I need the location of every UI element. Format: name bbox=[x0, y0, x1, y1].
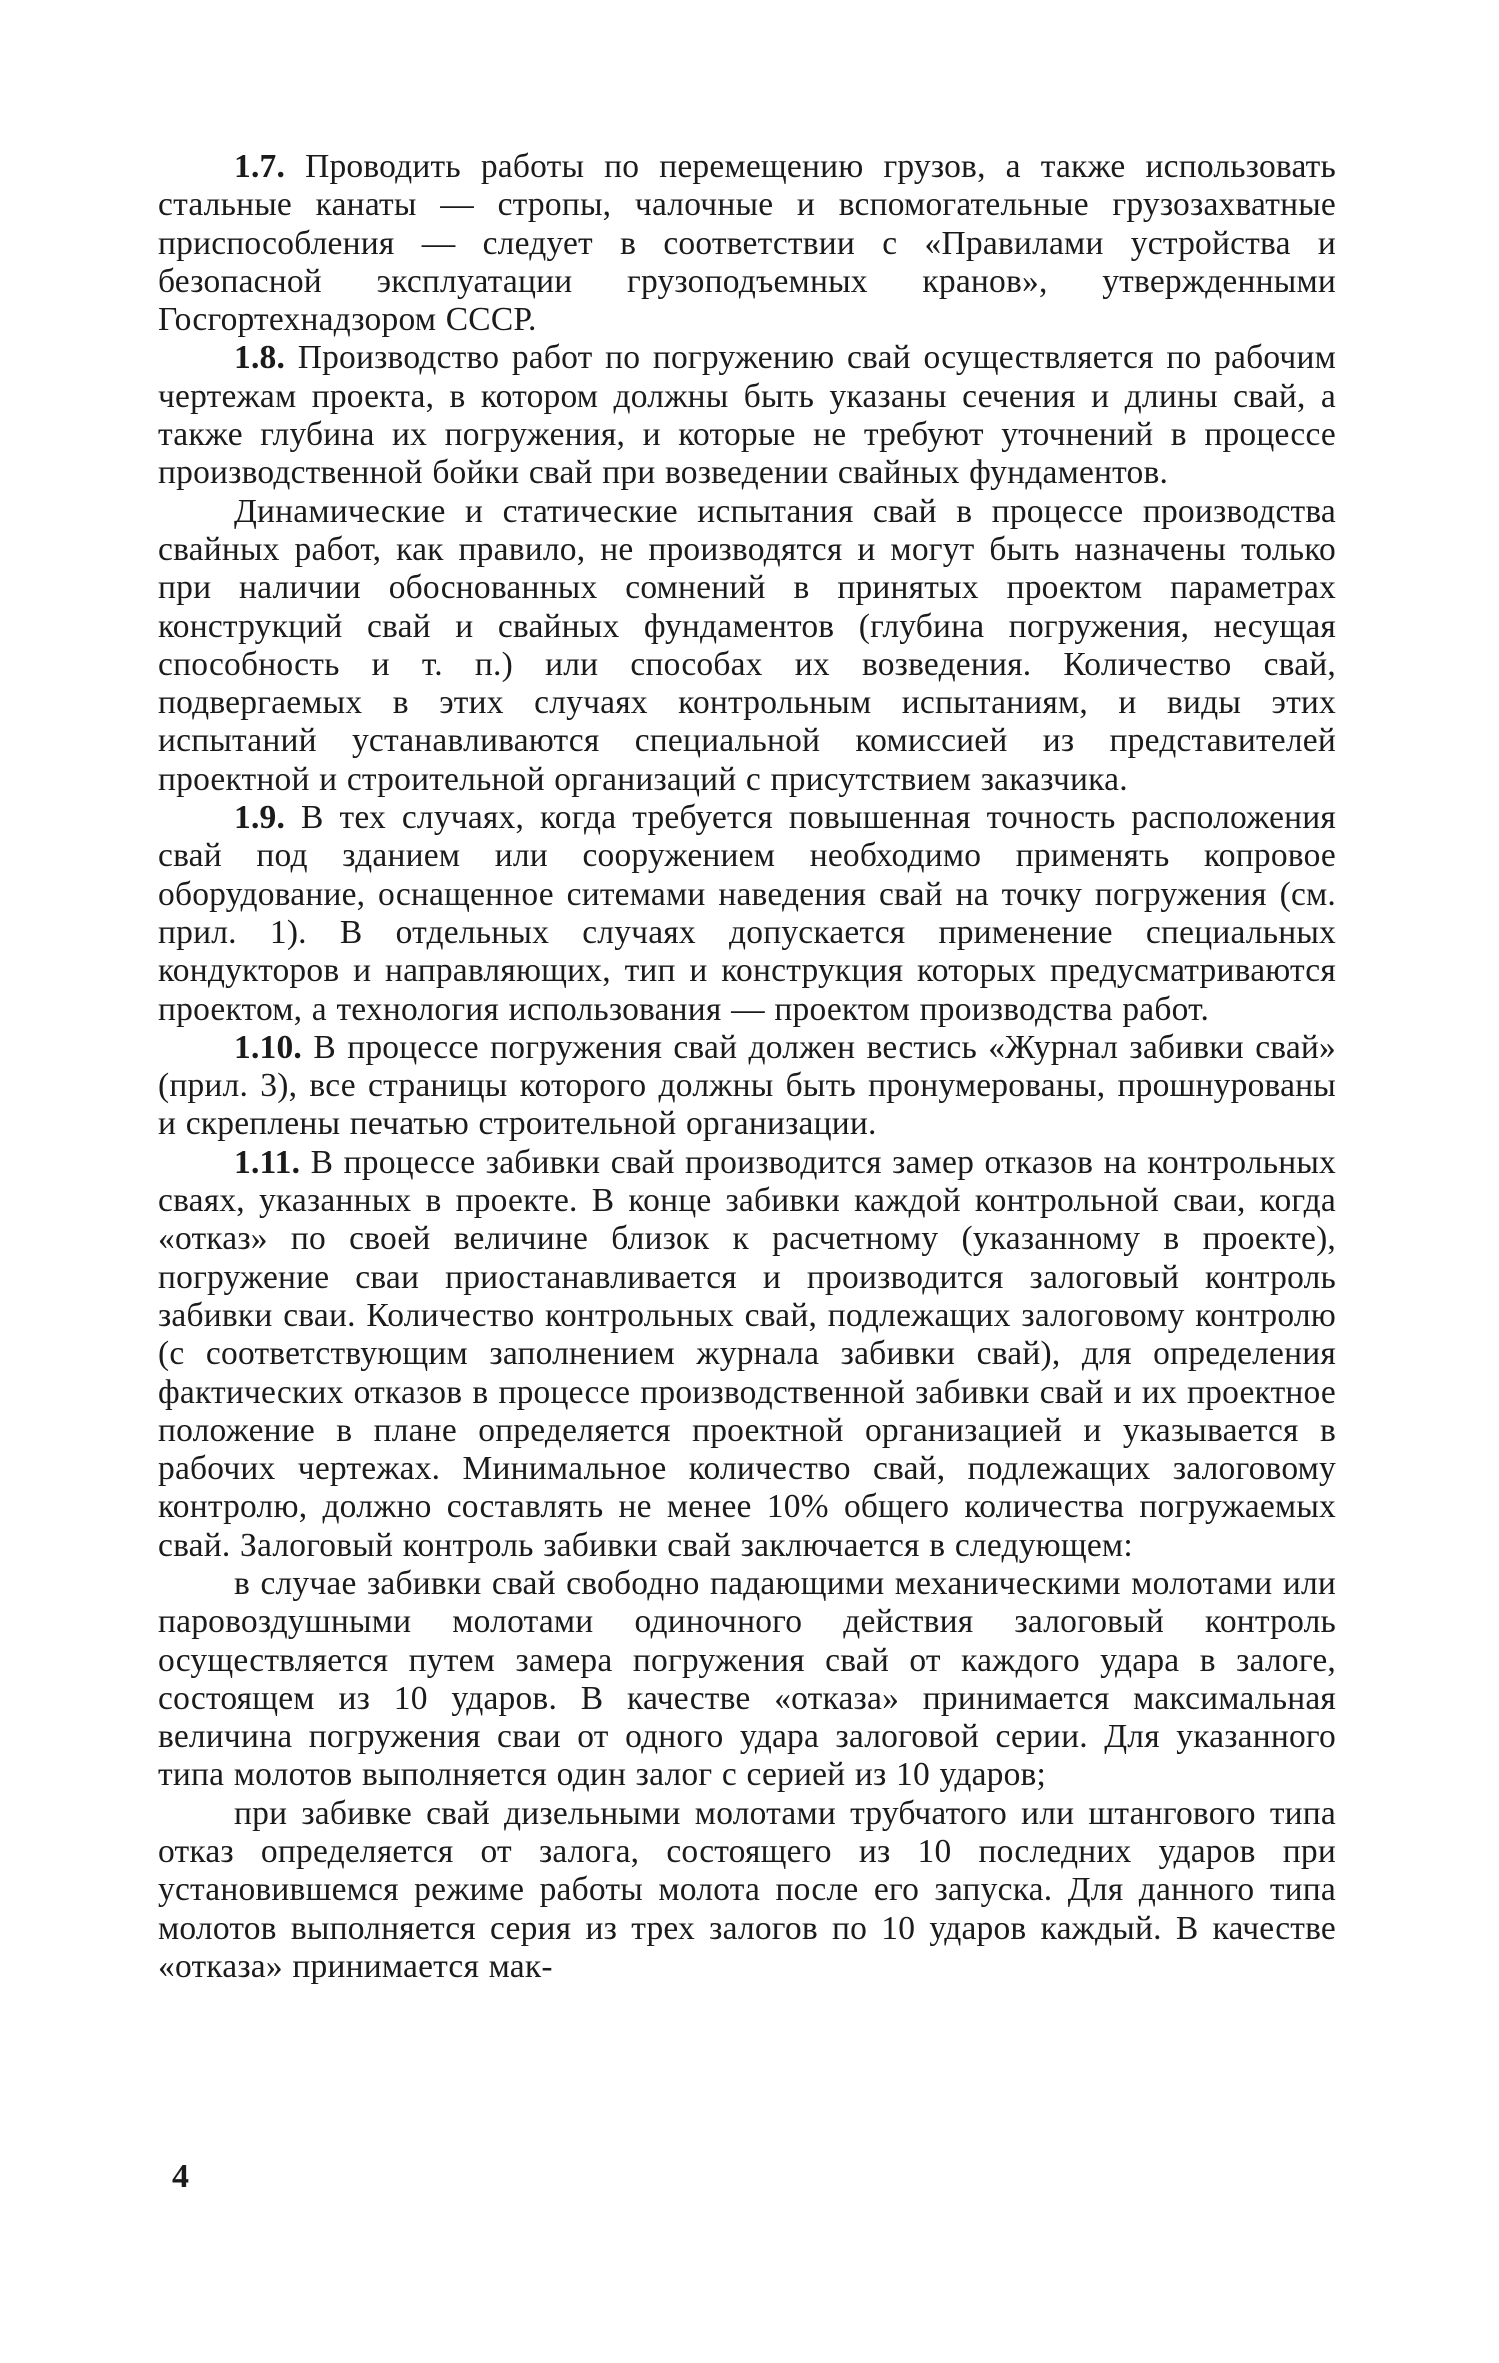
document-page bbox=[158, 148, 1336, 1986]
paragraph-text: Проводить работы по перемещению грузов, а также использовать стальные канаты — стропы, чалочные и вспомогательные грузозахватные приспособления — следует в соответствии с «Правилами устройства и безопасной эксплуатации грузоподъемных кранов», утвержденными Госгортехнадзором СССР. bbox=[158, 148, 1337, 339]
paragraph-text: В процессе забивки свай производится замер отказов на контрольных сваях, указанных в проекте. В конце забивки каждой контрольной сваи, когда «отказ» по своей величине близок к расчетному (указанному в проекте), погружение сваи приостанавливается и производится залоговый контроль забивки сваи. Количество контрольных свай, подлежащих залоговому контролю (с соответствующим заполнением журнала забивки свай), для определения фактических отказов в процессе производственной забивки свай и их проектное положение в плане определяется проектной организацией и указывается в рабочих чертежах. Минимальное количество свай, подлежащих залоговому контролю, должно составлять не менее 10% общего количества погружаемых свай. Залоговый контроль забивки свай заключается в следующем: bbox=[158, 1143, 1336, 1564]
paragraph-1-7 bbox=[158, 148, 1336, 339]
paragraph-text: в случае забивки свай свободно падающими механическими молотами или паровоздушными молотами одиночного действия залоговый контроль осуществляется путем замера погружения свай от каждого удара в залоге, состоящем из 10 ударов. В качестве «отказа» принимается максимальная величина погружения сваи от одного удара залоговой серии. Для указанного типа молотов выполняется один залог с серией из 10 ударов; bbox=[158, 1564, 1336, 1794]
paragraph-1-11 bbox=[158, 1144, 1336, 1565]
paragraph-text: В процессе погружения свай должен вестись «Журнал забивки свай» (прил. 3), все страницы которого должны быть пронумерованы, прошнурованы и скреплены печатью строительной организации. bbox=[158, 1028, 1336, 1143]
clause-number: 1.11. bbox=[234, 1143, 301, 1181]
page-number: 4 bbox=[172, 2158, 189, 2195]
clause-number: 1.9. bbox=[234, 799, 286, 837]
paragraph-1-8-continued bbox=[158, 493, 1336, 799]
clause-number: 1.10. bbox=[234, 1028, 302, 1066]
paragraph-text: при забивке свай дизельными молотами трубчатого или штангового типа отказ определяется от залога, состоящего из 10 последних ударов при установившемся режиме работы молота после его запуска. Для данного типа молотов выполняется серия из трех залогов по 10 ударов каждый. В качестве «отказа» принимается мак- bbox=[158, 1794, 1336, 1985]
clause-number: 1.7. bbox=[234, 148, 286, 185]
paragraph-text: В тех случаях, когда требуется повышенная точность расположения свай под зданием или сооружением необходимо применять копровое оборудование, оснащенное ситемами наведения свай на точку погружения (см. прил. 1). В отдельных случаях допускается применение специальных кондукторов и направляющих, тип и конструкция которых предусматриваются проектом, а технология использования — проектом производства работ. bbox=[158, 799, 1337, 1028]
paragraph-1-10 bbox=[158, 1029, 1336, 1144]
paragraph-1-9 bbox=[158, 799, 1336, 1029]
paragraph-text: Производство работ по погружению свай осуществляется по рабочим чертежам проекта, в котором должны быть указаны сечения и длины свай, а также глубина их погружения, и которые не требуют уточнений в процессе производственной бойки свай при возведении свайных фундаментов. bbox=[158, 339, 1336, 492]
paragraph-1-11-case-free-fall bbox=[158, 1565, 1336, 1795]
paragraph-text: Динамические и статические испытания свай в процессе производства свайных работ, как правило, не производятся и могут быть назначены только при наличии обоснованных сомнений в принятых проектом параметрах конструкций свай и свайных фундаментов (глубина погружения, несущая способность и т. п.) или способах их возведения. Количество свай, подвергаемых в этих случаях контрольным испытаниям, и виды этих испытаний устанавливаются специальной комиссией из представителей проектной и строительной организаций с присутствием заказчика. bbox=[158, 492, 1336, 798]
paragraph-1-11-case-diesel bbox=[158, 1795, 1336, 1986]
clause-number: 1.8. bbox=[234, 339, 286, 377]
paragraph-1-8 bbox=[158, 339, 1336, 492]
